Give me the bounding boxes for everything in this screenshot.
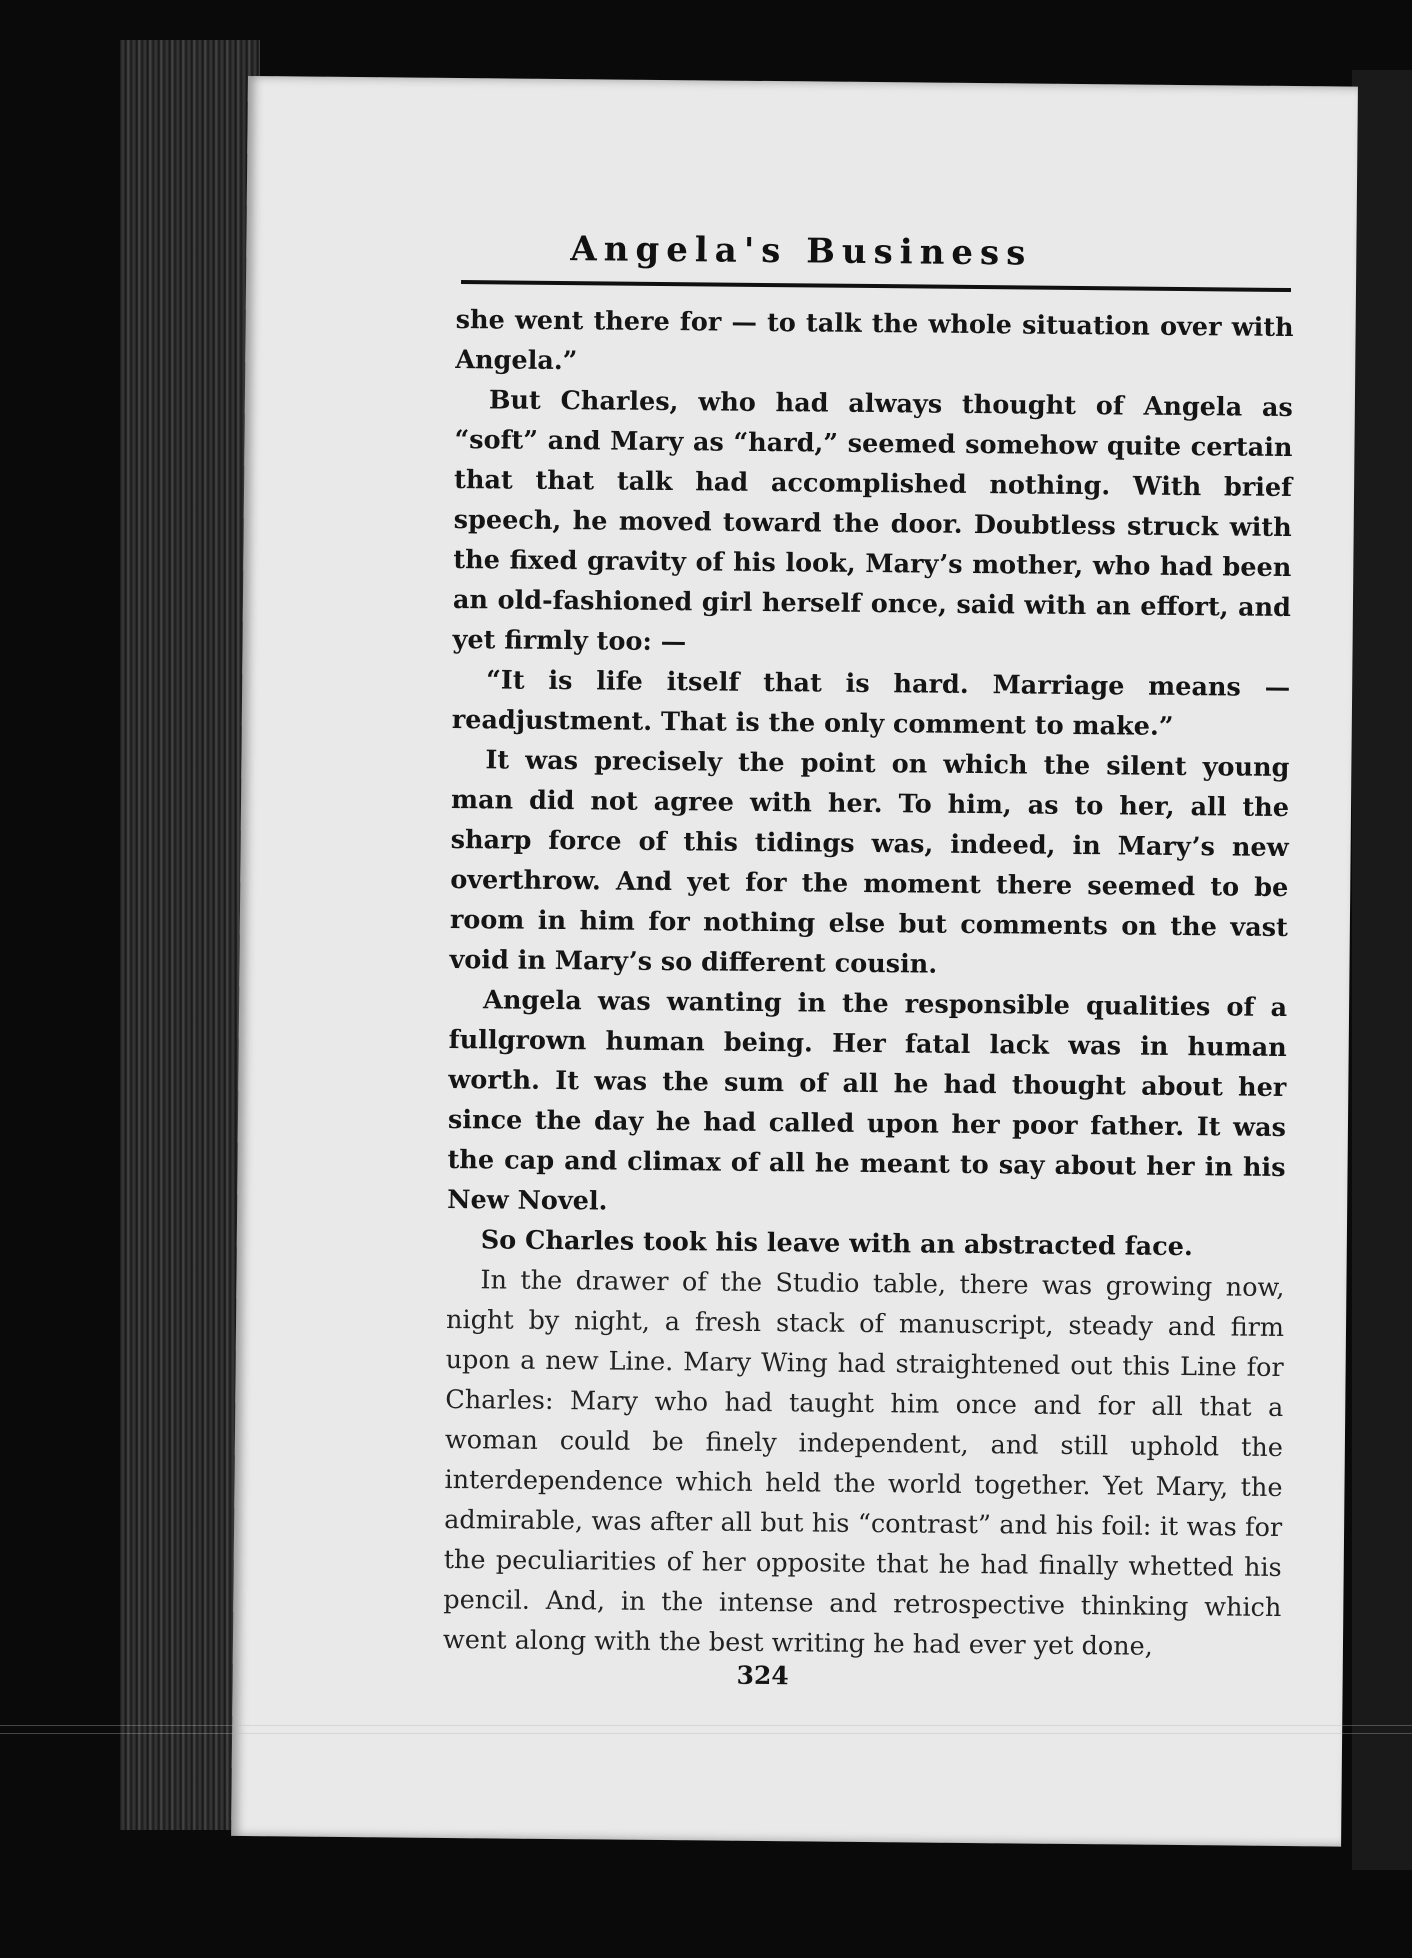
scan-artifact-line — [0, 1733, 1412, 1734]
head-rule — [461, 280, 1291, 292]
paragraph: But Charles, who had always thought of Angela as “soft” and Mary as “hard,” seemed somehow quite certain that that talk had accomplished nothing. With brief speech, he moved toward the door. Doubtless struck with the fixed gravity of his look, Mary’s mother, who had been an old-fashioned girl herself once, said with an effort, and yet firmly too: — — [452, 385, 1294, 658]
paragraph: In the drawer of the Studio table, there was growing now, night by night, a fresh stack of manuscript, steady and firm upon a new Line. Mary Wing had straightened out this Line for Charles: Mary who had taught him once and for all that a woman could be finely independent, and still uphold the interdependence which held the world together. Yet Mary, the admirable, was after all but his “contrast” and his foil: it was for the peculiarities of her opposite that he had finally whetted his pencil. And, in the intense and retrospective thinking which went along with the best writing he had ever yet done, — [442, 1265, 1285, 1662]
page-number: 324 — [736, 1660, 789, 1691]
book-page — [231, 76, 1358, 1847]
paragraph: “It is life itself that is hard. Marriage means — readjustment. That is the only comment to make.” — [451, 665, 1291, 742]
body-text — [443, 300, 1294, 1668]
paragraph: she went there for — to talk the whole situation over with Angela.” — [455, 305, 1294, 377]
facing-page-shadow — [1352, 70, 1412, 1870]
scan-artifact-line — [0, 1725, 1412, 1726]
paragraph: Angela was wanting in the responsible qualities of a fullgrown human being. Her fatal lack was in human worth. It was the sum of all he had thought about her since the day he had called upon her poor father. It was the cap and climax of all he meant to say about her in his New Novel. — [447, 985, 1288, 1217]
paragraph: So Charles took his leave with an abstracted face. — [480, 1225, 1193, 1263]
paragraph: It was precisely the point on which the silent young man did not agree with her. To him, as to her, all the sharp force of this tidings was, indeed, in Mary’s new overthrow. And yet for the moment there seemed to be room in him for nothing else but comments on the vast void in Mary’s so different cousin. — [449, 745, 1290, 980]
running-head: Angela's Business — [570, 229, 1033, 274]
